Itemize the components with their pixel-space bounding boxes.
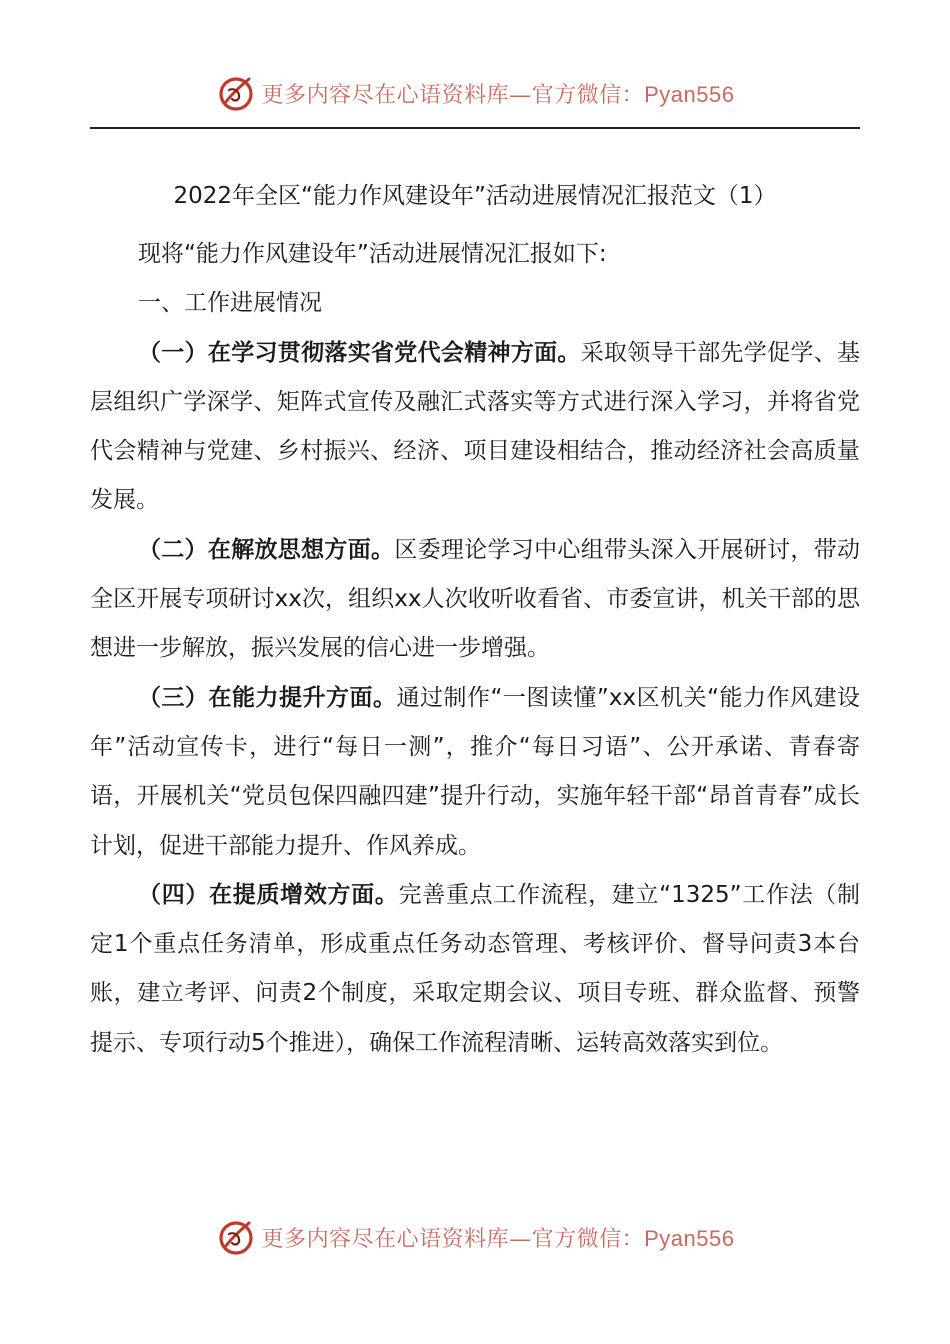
intro-paragraph: 现将“能力作风建设年”活动进展情况汇报如下: bbox=[138, 241, 607, 267]
header-banner bbox=[0, 71, 950, 115]
item-heading: （三）在能力提升方面。 bbox=[138, 684, 397, 711]
header-banner-text bbox=[262, 78, 735, 109]
header-banner-label: 更多内容尽在心语资料库—官方微信： bbox=[261, 82, 645, 108]
footer-wechat-id: Pyan556 bbox=[644, 1225, 735, 1251]
item-body: 完善重点工作流程，建立“1325”工作法（制定1个重点任务清单，形成重点任务动态管理、考核评价、督导问责3本台账，建立考评、问责2个制度，采取定期会议、项目专班、群众监督、预警提示、专项行动5个推进），确保工作流程清晰、运转高效落实到位。 bbox=[90, 881, 860, 1056]
item-paragraph bbox=[90, 526, 860, 674]
item-body: 采取领导干部先学促学、基层组织广学深学、矩阵式宣传及融汇式落实等方式进行深入学习，并将省党代会精神与党建、乡村振兴、经济、项目建设相结合，推动经济社会高质量发展。 bbox=[90, 339, 861, 514]
footer-banner-label: 更多内容尽在心语资料库—官方微信： bbox=[261, 1226, 645, 1252]
brush-logo-icon bbox=[216, 73, 256, 113]
section-heading: 一、工作进展情况 bbox=[138, 290, 322, 317]
item-heading: （一）在学习贯彻落实省党代会精神方面。 bbox=[138, 339, 581, 366]
footer-banner-text bbox=[262, 1222, 735, 1253]
item-body: 通过制作“一图读懂”xx区机关“能力作风建设年”活动宣传卡，进行“每日一测”，推介“每日习语”、公开承诺、青春寄语，开展机关“党员包保四融四建”提升行动，实施年轻干部“昂首青春”成长计划，促进干部能力提升、作风养成。 bbox=[90, 684, 860, 859]
footer-banner bbox=[0, 1215, 950, 1259]
item-paragraph bbox=[90, 674, 860, 871]
item-body: 区委理论学习中心组带头深入开展研讨，带动全区开展专项研讨xx次，组织xx人次收听收看省、市委宣讲，机关干部的思想进一步解放，振兴发展的信心进一步增强。 bbox=[90, 536, 861, 662]
document-title: 2022年全区“能力作风建设年”活动进展情况汇报范文（1） bbox=[173, 183, 777, 209]
header-wechat-id: Pyan556 bbox=[644, 81, 735, 107]
item-paragraph bbox=[90, 871, 860, 1068]
item-heading: （二）在解放思想方面。 bbox=[138, 536, 395, 563]
item-paragraph bbox=[90, 329, 860, 526]
document-body bbox=[90, 230, 860, 1068]
brush-logo-icon bbox=[216, 1217, 256, 1257]
item-heading: （四）在提质增效方面。 bbox=[138, 881, 399, 908]
header-divider bbox=[90, 127, 860, 129]
